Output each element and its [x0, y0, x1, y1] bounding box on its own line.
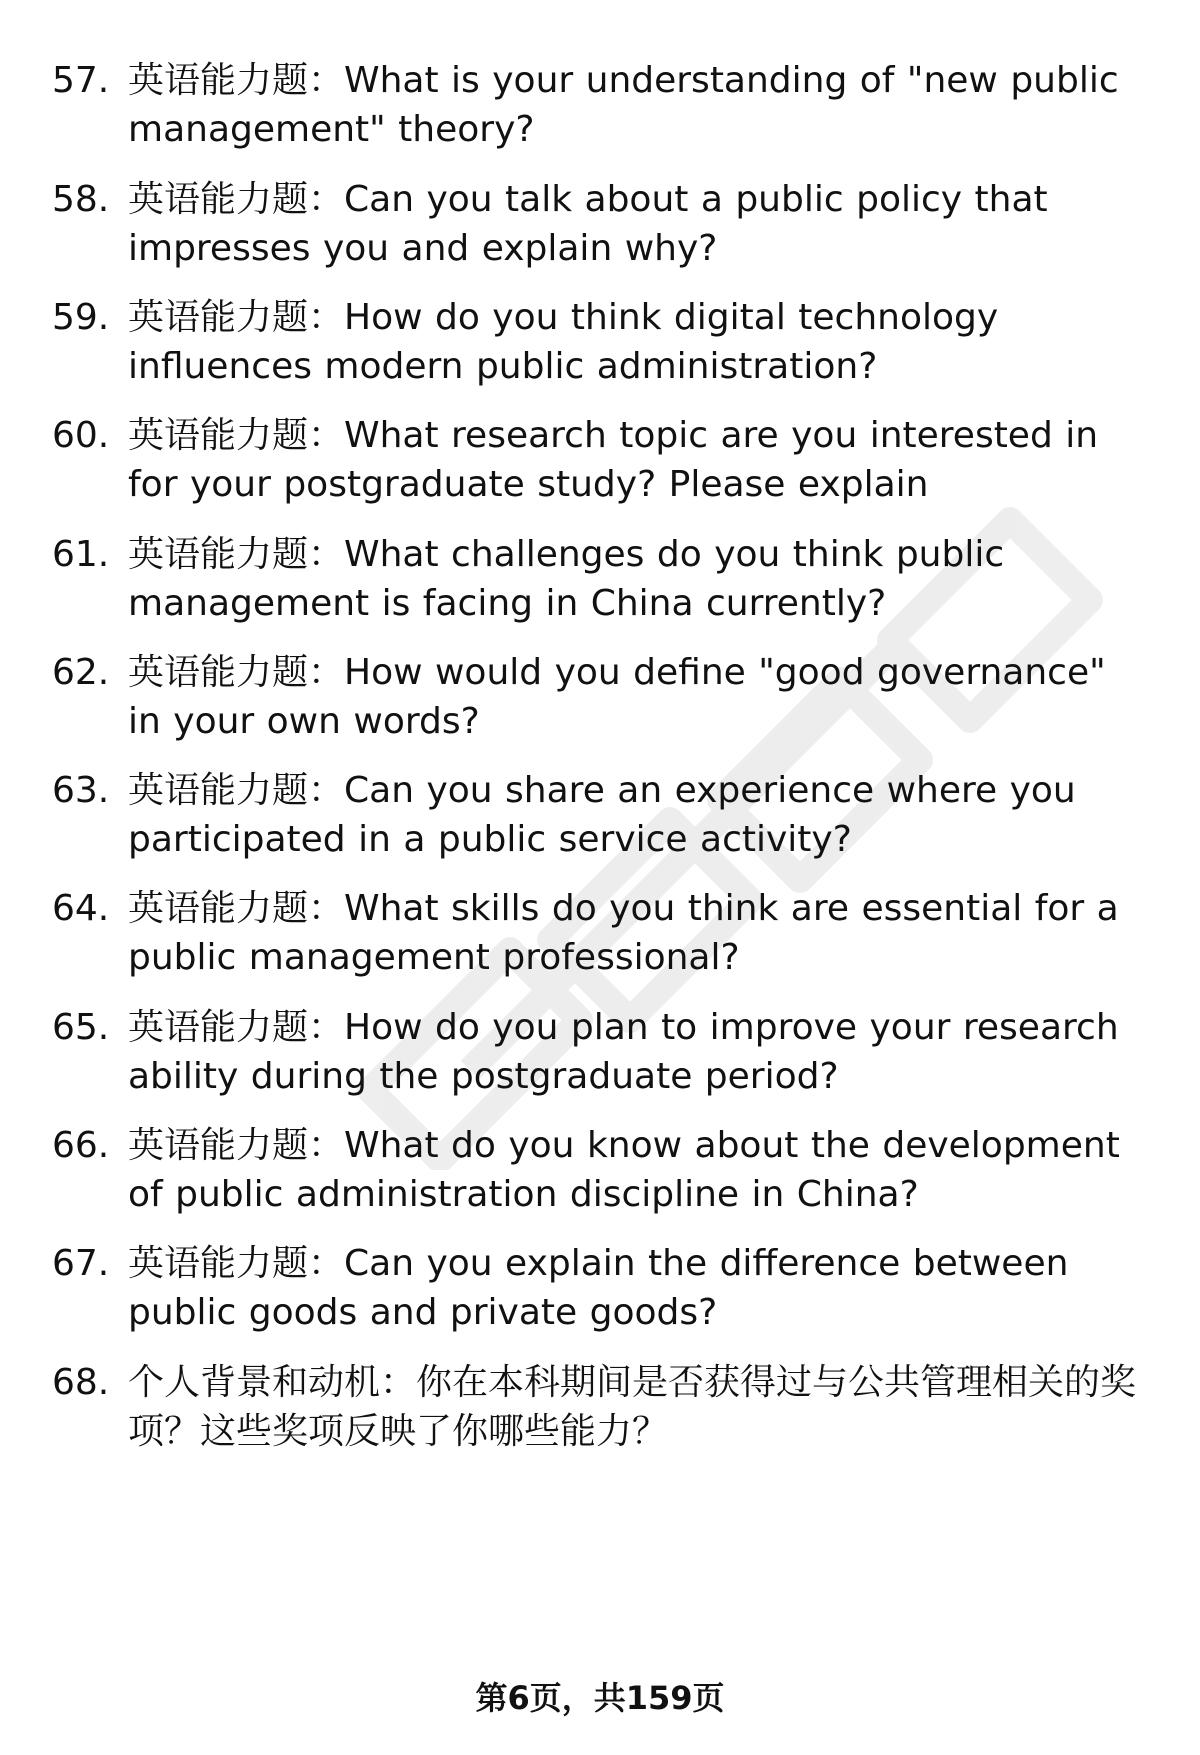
question-number: 64.: [52, 888, 110, 929]
question-text: 英语能力题：Can you talk about a public policy that impresses you and explain why?: [128, 179, 1048, 269]
question-number: 59.: [52, 297, 110, 338]
question-text: 英语能力题：What skills do you think are essential for a public management professional?: [128, 888, 1119, 978]
question-text: 英语能力题：What is your understanding of "new public management" theory?: [128, 60, 1119, 150]
list-item: [0, 1239, 1200, 1349]
question-text: 英语能力题：Can you explain the difference between public goods and private goods?: [128, 1243, 1069, 1333]
question-number: 57.: [52, 60, 110, 101]
question-number: 63.: [52, 770, 110, 811]
list-item: [0, 1003, 1200, 1113]
question-number: 58.: [52, 179, 110, 220]
list-item: [0, 293, 1200, 403]
question-number: 67.: [52, 1243, 110, 1284]
question-text: 英语能力题：What do you know about the development of public administration discipline in China?: [128, 1125, 1120, 1215]
question-text: 英语能力题：How do you plan to improve your research ability during the postgraduate period?: [128, 1007, 1119, 1097]
question-text: 英语能力题：How do you think digital technology influences modern public administration?: [128, 297, 999, 387]
question-text: 个人背景和动机：你在本科期间是否获得过与公共管理相关的奖项？这些奖项反映了你哪些能力？: [128, 1362, 1137, 1452]
question-number: 68.: [52, 1362, 110, 1403]
list-item: [0, 1121, 1200, 1231]
list-item: [0, 648, 1200, 758]
list-item: [0, 56, 1200, 166]
question-text: 英语能力题：How would you define "good governance" in your own words?: [128, 652, 1106, 742]
question-number: 60.: [52, 415, 110, 456]
question-text: 英语能力题：What research topic are you interested in for your postgraduate study? Please explain: [128, 415, 1099, 505]
list-item: [0, 411, 1200, 521]
question-number: 62.: [52, 652, 110, 693]
question-text: 英语能力题：What challenges do you think public management is facing in China currently?: [128, 534, 1005, 624]
question-number: 65.: [52, 1007, 110, 1048]
question-number: 61.: [52, 534, 110, 575]
list-item: [0, 175, 1200, 285]
list-item: [0, 884, 1200, 994]
question-number: 66.: [52, 1125, 110, 1166]
list-item: [0, 530, 1200, 640]
page-number: 第6页，共159页: [475, 1679, 725, 1717]
question-text: 英语能力题：Can you share an experience where you participated in a public service activity?: [128, 770, 1076, 860]
list-item: [0, 1358, 1200, 1468]
list-item: [0, 766, 1200, 876]
